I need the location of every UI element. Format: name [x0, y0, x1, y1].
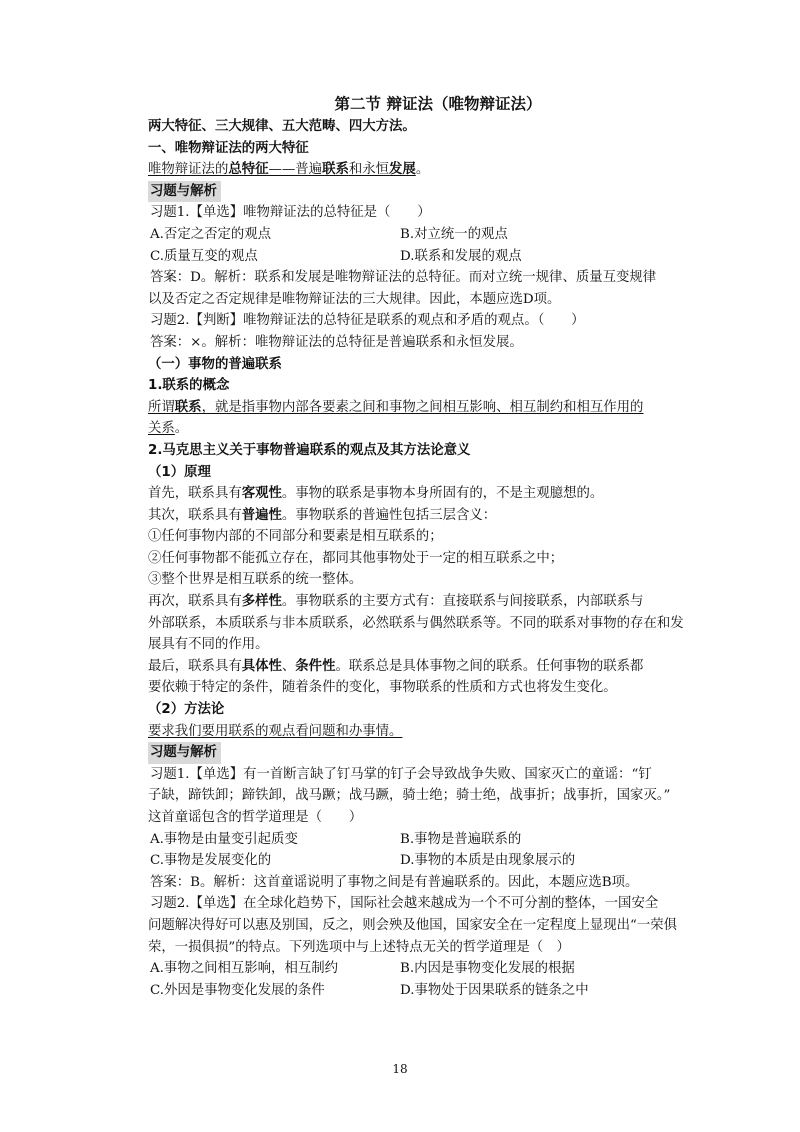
page-content: [148, 92, 688, 1001]
q1-answer-line1: 答案：D。解析：联系和发展是唯物辩证法的总特征。而对立统一规律、质量互变规律: [150, 270, 657, 286]
q4-option-c: C.外因是事物变化发展的条件: [150, 982, 325, 998]
principle-universality: 其次，联系具有普遍性。事物联系的普遍性包括三层含义：: [148, 507, 497, 523]
q4-stem-line1: 习题2.【单选】在全球化趋势下，国际社会越来越成为一个不可分割的整体，一国安全: [150, 896, 659, 912]
principle-diversity: 再次，联系具有多样性。事物联系的主要方式有：直接联系与间接联系，内部联系与: [148, 594, 644, 610]
q3-options-cd: [148, 850, 688, 872]
q3-stem-line1: 习题1.【单选】有一首断言缺了钉马掌的钉子会导致战争失败、国家灭亡的童谣：“钉: [150, 766, 652, 782]
q1-option-b: B.对立统一的观点: [400, 226, 508, 242]
universality-item-1: ①任何事物内部的不同部分和要素是相互联系的；: [148, 529, 443, 545]
q1-answer-line2: 以及否定之否定规律是唯物辩证法的三大规律。因此，本题应选D项。: [148, 291, 561, 307]
concept-line1: 所谓联系，就是指事物内部各要素之间和事物之间相互影响、相互制约和相互作用的: [148, 399, 644, 415]
q4-options-cd: [148, 980, 688, 1002]
principle-objectivity: 首先，联系具有客观性。事物的联系是事物本身所固有的，不是主观臆想的。: [148, 486, 604, 502]
universality-item-2: ②任何事物都不能孤立存在，都同其他事物处于一定的相互联系之中；: [148, 550, 564, 566]
general-feature-line: 唯物辩证法的总特征——普遍联系和永恒发展。: [148, 162, 430, 178]
q4-stem-line3: 荣，一损俱损”的特点。下列选项中与上述特点无关的哲学道理是（ ）: [148, 939, 570, 955]
principle-conditionality-line2: 要依赖于特定的条件，随着条件的变化，事物联系的性质和方式也将发生变化。: [148, 680, 617, 696]
q4-option-b: B.内因是事物变化发展的根据: [400, 961, 575, 977]
q3-option-b: B.事物是普遍联系的: [400, 831, 522, 847]
heading-principle: （1）原理: [148, 464, 211, 480]
general-feature-underlined: 唯物辩证法的总特征——普遍联系和永恒发展: [148, 162, 416, 178]
q1-stem: 习题1.【单选】唯物辩证法的总特征是（ ）: [150, 205, 431, 221]
heading-universal-connection: （一）事物的普遍联系: [148, 356, 282, 372]
q4-options-ab: [148, 958, 688, 980]
heading-two-features: 一、唯物辩证法的两大特征: [148, 140, 309, 156]
q1-options-cd: [148, 246, 688, 268]
section-title: 第二节 辩证法（唯物辩证法）: [334, 94, 542, 113]
heading-concept: 1.联系的概念: [148, 378, 230, 394]
q1-option-d: D.联系和发展的观点: [400, 248, 522, 264]
q3-options-ab: [148, 829, 688, 851]
concept-line2: 关系。: [148, 421, 189, 437]
principle-diversity-line2: 外部联系，本质联系与非本质联系，必然联系与偶然联系等。不同的联系对事物的存在和发: [148, 615, 684, 631]
heading-methodology: （2）方法论: [148, 702, 225, 718]
q3-option-a: A.事物是由量变引起质变: [150, 831, 298, 847]
page-number: 18: [392, 1062, 408, 1076]
principle-diversity-line3: 展具有不同的作用。: [148, 637, 269, 653]
q4-option-a: A.事物之间相互影响，相互制约: [150, 961, 339, 977]
exercise-header: 习题与解析: [148, 181, 221, 203]
methodology-text: 要求我们要用联系的观点看问题和办事情。: [148, 723, 403, 739]
q1-options-ab: [148, 224, 688, 246]
q2-stem: 习题2.【判断】唯物辩证法的总特征是联系的观点和矛盾的观点。（ ）: [150, 313, 585, 329]
q3-option-c: C.事物是发展变化的: [150, 853, 272, 869]
principle-conditionality: 最后，联系具有具体性、条件性。联系总是具体事物之间的联系。任何事物的联系都: [148, 658, 644, 674]
q4-option-d: D.事物处于因果联系的链条之中: [400, 982, 589, 998]
q2-answer: 答案：×。解析：唯物辩证法的总特征是普遍联系和永恒发展。: [150, 334, 523, 350]
q1-option-c: C.质量互变的观点: [150, 248, 258, 264]
q3-answer: 答案：B。解析：这首童谣说明了事物之间是有普遍联系的。因此，本题应选B项。: [150, 874, 639, 890]
q3-stem-line2: 子缺，蹄铁卸；蹄铁卸，战马蹶；战马蹶，骑士绝；骑士绝，战事折；战事折，国家灭。”: [148, 788, 671, 804]
exercise-header-2: 习题与解析: [148, 742, 221, 764]
q1-option-a: A.否定之否定的观点: [150, 226, 272, 242]
q4-stem-line2: 问题解决得好可以惠及别国，反之，则会殃及他国，国家安全在一定程度上显现出“一荣俱: [148, 917, 678, 933]
q3-stem-line3: 这首童谣包含的哲学道理是（ ）: [148, 810, 363, 825]
heading-marxism-view: 2.马克思主义关于事物普遍联系的观点及其方法论意义: [148, 442, 471, 458]
overview-line: 两大特征、三大规律、五大范畴、四大方法。: [148, 119, 416, 134]
universality-item-3: ③整个世界是相互联系的统一整体。: [148, 572, 363, 588]
q3-option-d: D.事物的本质是由现象展示的: [400, 853, 576, 869]
